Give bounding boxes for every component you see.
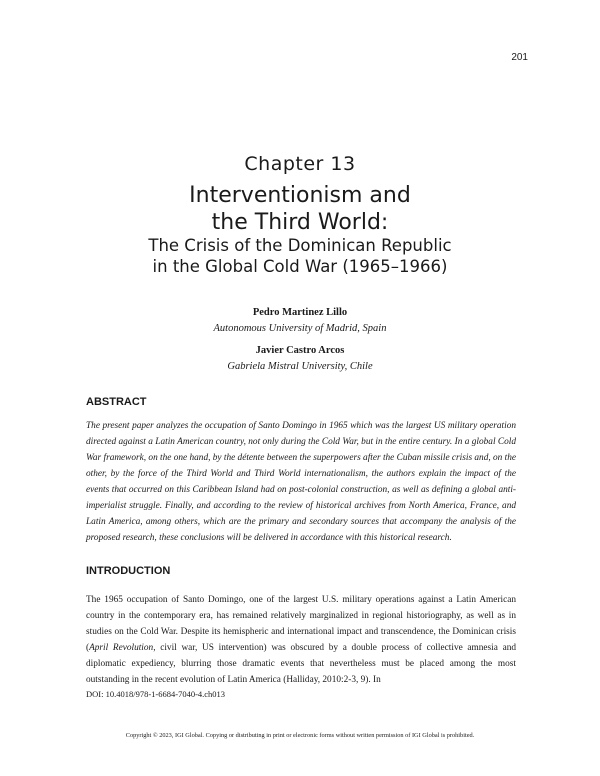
subtitle-line: The Crisis of the Dominican Republic xyxy=(148,236,452,255)
introduction-text xyxy=(86,592,516,688)
subtitle-line: in the Global Cold War (1965–1966) xyxy=(152,257,448,276)
doi-line: DOI: 10.4018/978-1-6684-7040-4.ch013 xyxy=(86,689,226,699)
title-line: the Third World: xyxy=(211,210,389,235)
author-name: Pedro Martinez Lillo xyxy=(252,307,348,318)
intro-text-part: , civil war, US intervention) was obscured by a double process of collective amnesia and diplomatic expediency, blurring those dramatic events that nevertheless must be placed among the most outstanding in the recent evolution of Latin America (Halliday, 2010:2-3, 9). In xyxy=(86,643,516,685)
chapter-title xyxy=(0,182,600,236)
abstract-text: The present paper analyzes the occupation of Santo Domingo in 1965 which was the largest US military operation directed against a Latin American country, not only during the Cold War, but in the entire century. In a global Cold War framework, on the one hand, by the détente between the superpowers after the Cuban missile crisis and, on the other, by the force of the Third World and Third World internationalism, the authors explain the impact of the events that occurred on this Caribbean Island had on post-colonial construction, as well as defining a global anti-imperialist struggle. Finally, and according to the review of historical archives from North America, France, and Latin America, among others, which are the primary and secondary sources that accompany the analysis of the proposed research, these conclusions will be delivered in accordance with this historical research. xyxy=(86,421,516,543)
author-name: Javier Castro Arcos xyxy=(255,345,345,356)
author-affiliation: Gabriela Mistral University, Chile xyxy=(227,361,373,372)
introduction-heading: INTRODUCTION xyxy=(86,565,171,577)
page-number: 201 xyxy=(511,52,528,63)
author-affiliation: Autonomous University of Madrid, Spain xyxy=(213,323,387,334)
title-line: Interventionism and xyxy=(189,183,411,208)
chapter-label: Chapter 13 xyxy=(244,153,356,175)
chapter-subtitle xyxy=(0,235,600,277)
copyright-notice: Copyright © 2023, IGI Global. Copying or distributing in print or electronic forms without written permission of IGI Global is prohibited. xyxy=(125,732,475,739)
abstract-heading: ABSTRACT xyxy=(86,396,147,408)
intro-italic-text: April Revolution xyxy=(89,643,154,653)
intro-text-part: The 1965 occupation of Santo Domingo, one of the largest U.S. military operations against a Latin American country in the contemporary era, has remained relatively marginalized in regional historiography, as well as in studies on the Cold War. Despite its hemispheric and international impact and transcendence, the Dominican crisis ( xyxy=(86,595,516,653)
